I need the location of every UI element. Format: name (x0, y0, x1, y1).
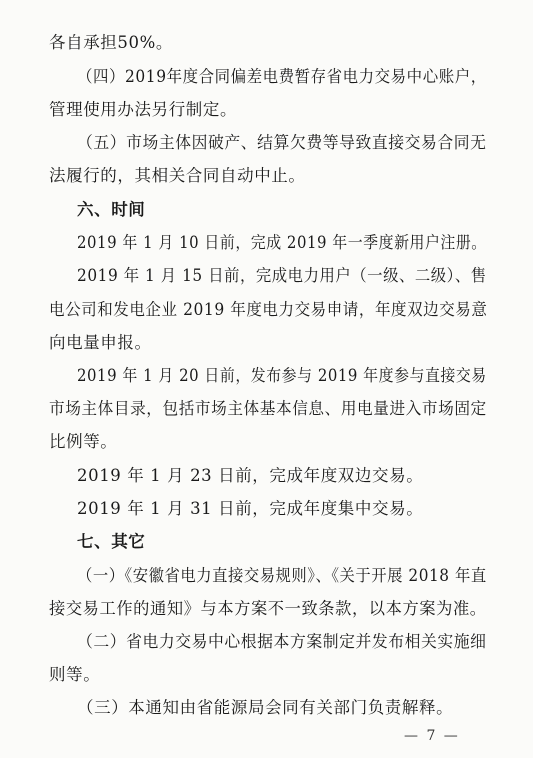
paragraph-line: 法履行的，其相关合同自动中止。 (49, 166, 306, 185)
paragraph-line: （一）《安徽省电力直接交易规则》、《关于开展 2018 年直 (77, 566, 487, 585)
paragraph-line: （五）市场主体因破产、结算欠费等导致直接交易合同无 (77, 133, 487, 152)
section-heading-other: 七、其它 (77, 532, 146, 551)
paragraph-line: （四）2019年度合同偏差电费暂存省电力交易中心账户， (77, 67, 487, 86)
paragraph-line: 比例等。 (49, 432, 118, 451)
paragraph-line: 2019 年 1 月 23 日前，完成年度双边交易。 (77, 466, 424, 485)
paragraph-line: 电公司和发电企业 2019 年度电力交易申请，年度双边交易意 (49, 300, 488, 319)
paragraph-line: （三）本通知由省能源局会同有关部门负责解释。 (77, 698, 454, 717)
paragraph-line: 各自承担50%。 (49, 33, 173, 52)
paragraph-line: 管理使用办法另行制定。 (49, 100, 238, 119)
paragraph-line: 2019 年 1 月 20 日前，发布参与 2019 年度参与直接交易 (77, 366, 487, 385)
paragraph-line: 接交易工作的通知》与本方案不一致条款，以本方案为准。 (49, 599, 487, 618)
paragraph-line: （二）省电力交易中心根据本方案制定并发布相关实施细 (77, 632, 487, 651)
page-number: — 7 — (404, 728, 460, 744)
paragraph-line: 向电量申报。 (49, 333, 152, 352)
paragraph-line: 则等。 (49, 665, 101, 684)
paragraph-line: 2019 年 1 月 31 日前，完成年度集中交易。 (77, 499, 424, 518)
section-heading-time: 六、时间 (77, 200, 146, 219)
paragraph-line: 2019 年 1 月 15 日前，完成电力用户（一级、二级）、售 (77, 266, 487, 285)
paragraph-line: 市场主体目录，包括市场主体基本信息、用电量进入市场固定 (49, 399, 487, 418)
paragraph-line: 2019 年 1 月 10 日前，完成 2019 年一季度新用户注册。 (77, 233, 487, 252)
